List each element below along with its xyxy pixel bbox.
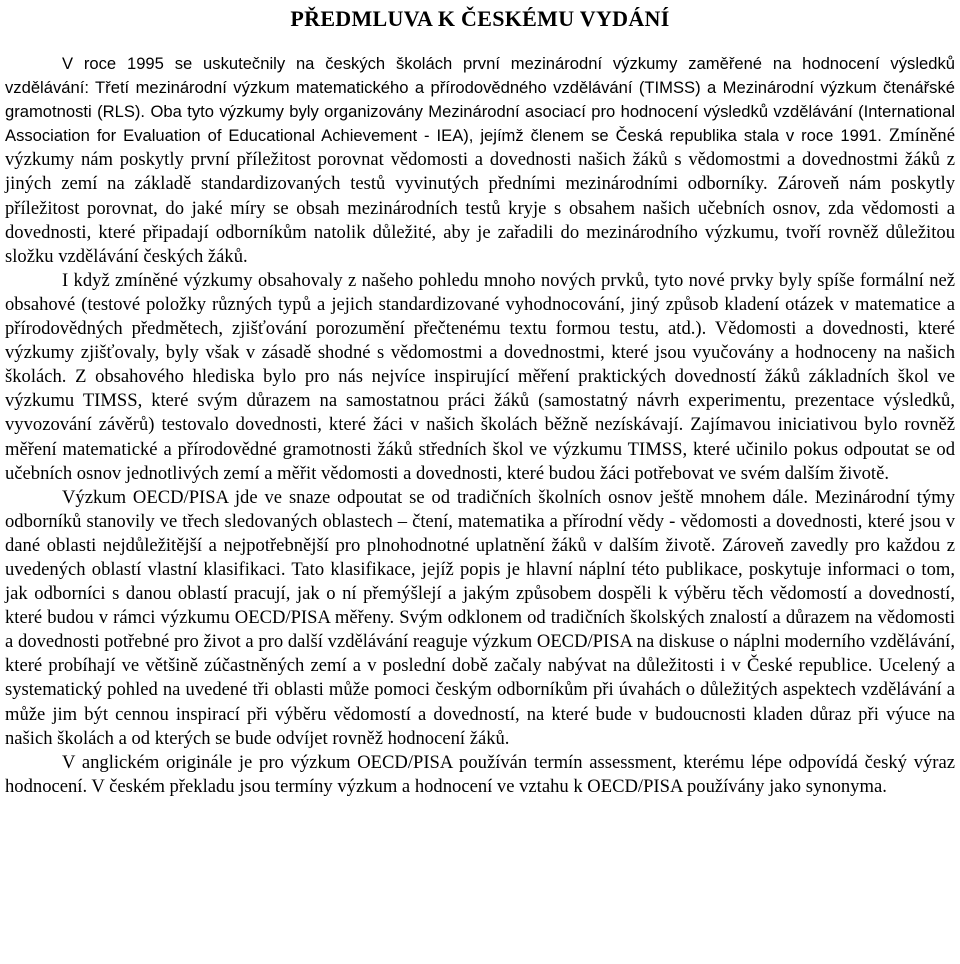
paragraph-2: I když zmíněné výzkumy obsahovaly z našeho pohledu mnoho nových prvků, tyto nové prvky byly spíše formální než obsahové (testové položky různých typů a jejich standardizované vyhodnocování, jiný způsob kladení otázek v matematice a přírodovědných předmětech, zjišťování porozumění přečtenému textu formou testu, atd.). Vědomosti a dovednosti, které výzkumy zjišťovaly, byly však v zásadě shodné s vědomostmi a dovednostmi, které jsou vyučovány a hodnoceny na našich školách. Z obsahového hlediska bylo pro nás nejvíce inspirující měření praktických dovedností žáků základních škol ve výzkumu TIMSS, které svým důrazem na samostatnou práci žáků (samostatný návrh experimentu, prezentace výsledků, vyvozování závěrů) testovalo dovednosti, které žáci v našich školách běžně nezískávají. Zajímavou iniciativou bylo rovněž měření matematické a přírodovědné gramotnosti žáků středních škol ve výzkumu TIMSS, které učinilo pokus odpoutat se od učebních osnov jednotlivých zemí a měřit vědomosti a dovednosti, které budou žáci potřebovat ve svém dalším životě. xyxy=(5,269,955,484)
paragraph-1-intro: V roce 1995 se uskutečnily na českých školách první mezinárodní výzkumy zaměřené na hodnocení výsledků vzdělávání: Třetí mezinárodní výzkum matematického a přírodovědného vzdělávání (TIMSS) a Mezinárodní výzkum čtenářské gramotnosti (RLS). xyxy=(5,54,955,122)
paragraph-1 xyxy=(5,52,955,269)
paragraph-1-iea: Oba tyto výzkumy byly organizovány Mezinárodní asociací pro hodnocení výsledků vzdělávání (International Association for Evaluation of Educational Achievement - IEA), jejímž členem se Česká republika stala v roce 1991. xyxy=(5,102,956,146)
page-title: PŘEDMLUVA K ČESKÉMU VYDÁNÍ xyxy=(290,6,670,31)
paragraph-4: V anglickém originále je pro výzkum OECD/PISA používán termín assessment, kterému lépe odpovídá český výraz hodnocení. V českém překladu jsou termíny výzkum a hodnocení ve vztahu k OECD/PISA používány jako synonyma. xyxy=(5,751,955,797)
document-page xyxy=(5,0,955,799)
paragraph-1-body: Zmíněné výzkumy nám poskytly první příležitost porovnat vědomosti a dovednosti našich žáků s vědomostmi a dovednostmi žáků z jiných zemí na základě standardizovaných testů vyvinutých předními mezinárodními odborníky. Zároveň nám poskytly příležitost porovnat, do jaké míry se obsah mezinárodních testů kryje s obsahem našich učebních osnov, zda vědomosti a dovednosti, které připadají odborníkům natolik důležité, aby je zařadili do mezinárodního výzkumu, tvoří rovněž důležitou složku vzdělávání českých žáků. xyxy=(5,125,955,267)
paragraph-3: Výzkum OECD/PISA jde ve snaze odpoutat se od tradičních školních osnov ještě mnohem dále. Mezinárodní týmy odborníků stanovily ve třech sledovaných oblastech – čtení, matematika a přírodní vědy - vědomosti a dovednosti, které jsou v dané oblasti nejdůležitější a nejpotřebnější pro plnohodnotné uplatnění žáků v dalším životě. Zároveň zavedly pro každou z uvedených oblastí vlastní klasifikaci. Tato klasifikace, jejíž popis je hlavní náplní této publikace, poskytuje informaci o tom, jak odborníci s danou oblastí pracují, jak o ní přemýšlejí a jakým způsobem dospěli k výběru těch vědomostí a dovedností, které budou v rámci výzkumu OECD/PISA měřeny. Svým odklonem od tradičních školských znalostí a důrazem na vědomosti a dovednosti potřebné pro život a pro další vzdělávání reaguje výzkum OECD/PISA na diskuse o náplni moderního vzdělávání, které probíhají ve většině zúčastněných zemí a v poslední době začaly nabývat na důležitosti i v České republice. Ucelený a systematický pohled na uvedené tři oblasti může pomoci českým odborníkům při úvahách o důležitých aspektech vzdělávání a může jim být cennou inspirací při výběru vědomostí a dovedností, na které bude v budoucnosti kladen důraz při výuce na našich školách a od kterých se bude odvíjet rovněž hodnocení žáků. xyxy=(5,486,955,749)
